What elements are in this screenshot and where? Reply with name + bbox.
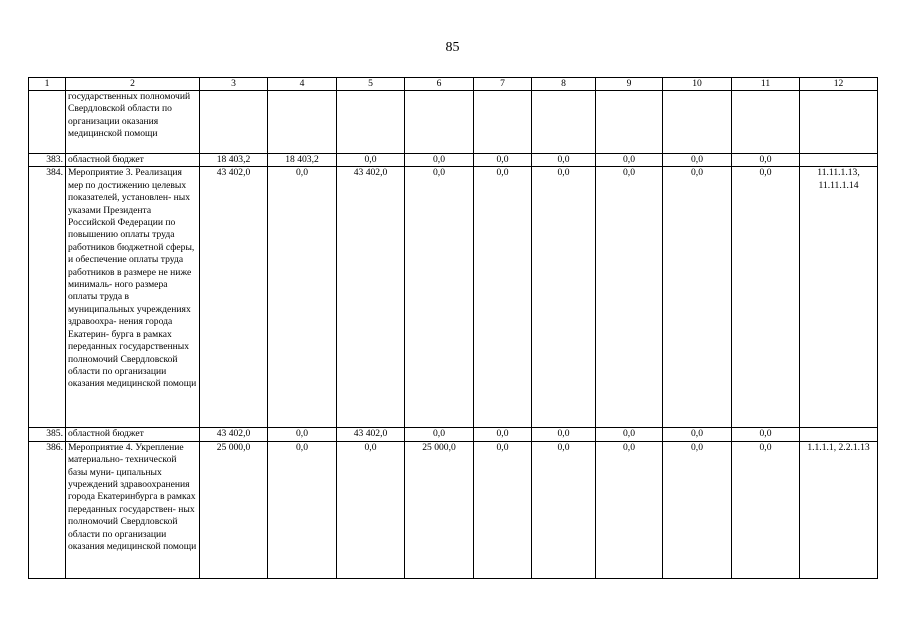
table-header-row — [29, 78, 878, 91]
table-row — [29, 441, 878, 578]
row-number-cell: 384. — [29, 167, 66, 428]
target-indicator-cell — [800, 154, 878, 167]
value-cell — [474, 91, 532, 154]
value-cell: 0,0 — [337, 154, 405, 167]
value-cell — [596, 91, 663, 154]
value-cell: 18 403,2 — [200, 154, 268, 167]
target-indicator-cell — [800, 428, 878, 441]
value-cell — [732, 91, 800, 154]
description-cell: Мероприятие 4. Укрепление материально- технической базы муни- ципальных учреждений здравоохранения города Екатеринбурга в рамках переданных государствен- ных полномочий Свердловской области по организации оказания медицинской помощи — [66, 441, 200, 578]
value-cell: 0,0 — [405, 167, 474, 428]
value-cell: 0,0 — [663, 154, 732, 167]
value-cell: 0,0 — [596, 441, 663, 578]
value-cell: 0,0 — [732, 167, 800, 428]
column-header: 5 — [337, 78, 405, 91]
column-header: 7 — [474, 78, 532, 91]
value-cell: 43 402,0 — [200, 428, 268, 441]
budget-table — [28, 77, 878, 579]
description-cell: государственных полномочий Свердловской области по организации оказания медицинской помощи — [66, 91, 200, 154]
description-cell: областной бюджет — [66, 154, 200, 167]
value-cell: 0,0 — [474, 167, 532, 428]
value-cell: 0,0 — [405, 154, 474, 167]
column-header: 9 — [596, 78, 663, 91]
value-cell — [200, 91, 268, 154]
value-cell: 0,0 — [732, 428, 800, 441]
value-cell — [337, 91, 405, 154]
value-cell: 18 403,2 — [268, 154, 337, 167]
value-cell: 0,0 — [663, 441, 732, 578]
value-cell: 43 402,0 — [337, 428, 405, 441]
value-cell: 0,0 — [532, 428, 596, 441]
value-cell: 25 000,0 — [200, 441, 268, 578]
value-cell — [532, 91, 596, 154]
value-cell: 0,0 — [268, 428, 337, 441]
target-indicator-cell: 1.1.1.1, 2.2.1.13 — [800, 441, 878, 578]
value-cell — [268, 91, 337, 154]
description-cell: Мероприятие 3. Реализация мер по достижению целевых показателей, установлен- ных указами Президента Российской Федерации по повышению оплаты труда работников бюджетной сферы, и обеспечение оплаты труда работников в размере не ниже минималь- ного размера оплаты труда в муниципальных учреждениях здравоохра- нения города Екатерин- бурга в рамках переданных государственных полномочий Свердловской области по организации оказания медицинской помощи — [66, 167, 200, 428]
value-cell: 43 402,0 — [200, 167, 268, 428]
table-row — [29, 428, 878, 441]
value-cell: 0,0 — [268, 167, 337, 428]
value-cell: 0,0 — [532, 167, 596, 428]
table-row — [29, 167, 878, 428]
value-cell — [663, 91, 732, 154]
target-indicator-cell: 11.11.1.13, 11.11.1.14 — [800, 167, 878, 428]
value-cell: 0,0 — [474, 154, 532, 167]
column-header: 4 — [268, 78, 337, 91]
table-row — [29, 154, 878, 167]
value-cell: 25 000,0 — [405, 441, 474, 578]
column-header: 12 — [800, 78, 878, 91]
column-header: 6 — [405, 78, 474, 91]
value-cell: 0,0 — [663, 167, 732, 428]
value-cell: 43 402,0 — [337, 167, 405, 428]
value-cell: 0,0 — [405, 428, 474, 441]
value-cell: 0,0 — [268, 441, 337, 578]
value-cell: 0,0 — [474, 428, 532, 441]
row-number-cell: 386. — [29, 441, 66, 578]
value-cell: 0,0 — [532, 441, 596, 578]
value-cell: 0,0 — [732, 154, 800, 167]
value-cell: 0,0 — [474, 441, 532, 578]
value-cell: 0,0 — [732, 441, 800, 578]
row-number-cell: 385. — [29, 428, 66, 441]
value-cell: 0,0 — [596, 154, 663, 167]
column-header: 8 — [532, 78, 596, 91]
row-number-cell: 383. — [29, 154, 66, 167]
value-cell: 0,0 — [596, 167, 663, 428]
description-cell: областной бюджет — [66, 428, 200, 441]
value-cell: 0,0 — [596, 428, 663, 441]
value-cell — [405, 91, 474, 154]
column-header: 2 — [66, 78, 200, 91]
column-header: 1 — [29, 78, 66, 91]
value-cell: 0,0 — [337, 441, 405, 578]
page-number: 85 — [445, 40, 460, 55]
column-header: 10 — [663, 78, 732, 91]
value-cell: 0,0 — [663, 428, 732, 441]
value-cell: 0,0 — [532, 154, 596, 167]
table-row — [29, 91, 878, 154]
column-header: 3 — [200, 78, 268, 91]
column-header: 11 — [732, 78, 800, 91]
row-number-cell — [29, 91, 66, 154]
target-indicator-cell — [800, 91, 878, 154]
